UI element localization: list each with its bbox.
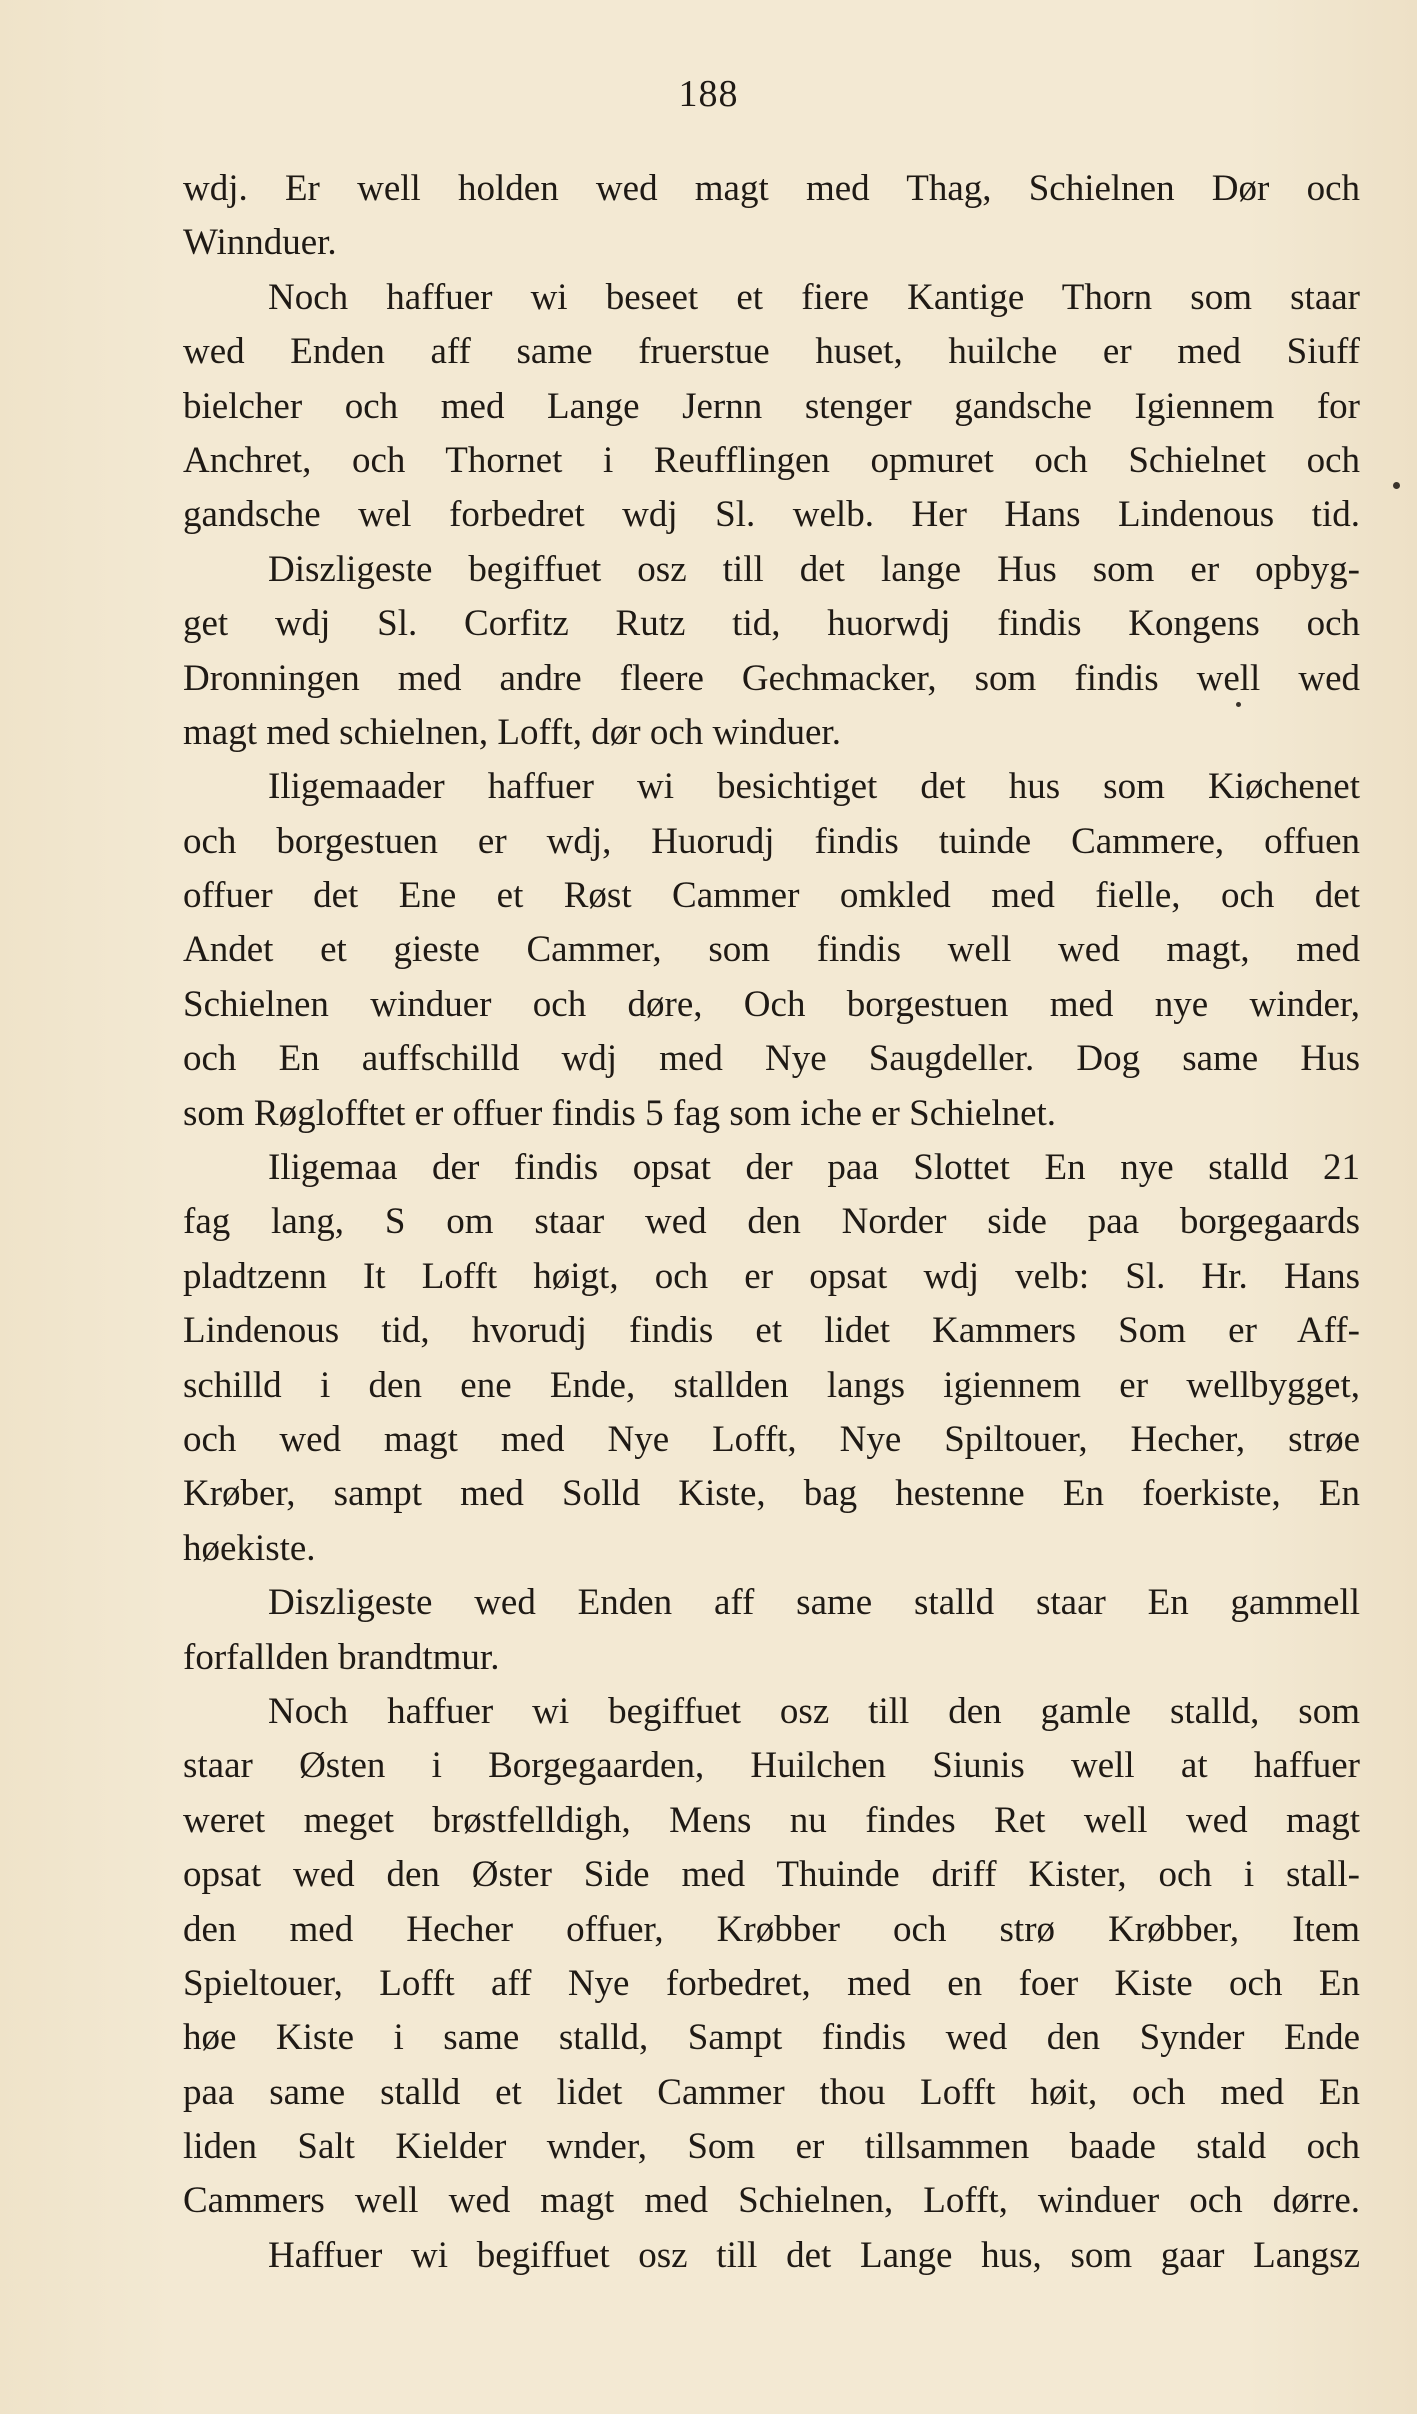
- text-line: offuer det Ene et Røst Cammer omkled med fielle, och det: [183, 875, 1360, 917]
- text-line: get wdj Sl. Corfitz Rutz tid, huorwdj findis Kongens och: [183, 603, 1360, 645]
- text-line: gandsche wel forbedret wdj Sl. welb. Her Hans Lindenous tid.: [183, 494, 1360, 536]
- text-line: Winnduer.: [183, 222, 337, 264]
- text-line: fag lang, S om staar wed den Norder side paa borgegaards: [183, 1201, 1360, 1243]
- text-line: magt med schielnen, Lofft, dør och winduer.: [183, 711, 841, 753]
- text-line: Krøber, sampt med Solld Kiste, bag hestenne En foerkiste, En: [183, 1473, 1360, 1515]
- body-text: [183, 162, 1360, 2283]
- text-line: och wed magt med Nye Lofft, Nye Spiltouer, Hecher, strøe: [183, 1418, 1360, 1460]
- text-line: høe Kiste i same stalld, Sampt findis wed den Synder Ende: [183, 2017, 1360, 2059]
- text-line: Noch haffuer wi beseet et fiere Kantige Thorn som staar: [268, 276, 1360, 318]
- text-line: pladtzenn It Lofft høigt, och er opsat wdj velb: Sl. Hr. Hans: [183, 1255, 1360, 1297]
- text-line: och borgestuen er wdj, Huorudj findis tuinde Cammere, offuen: [183, 820, 1360, 862]
- text-line: Iligemaader haffuer wi besichtiget det hus som Kiøchenet: [268, 766, 1360, 808]
- text-line: opsat wed den Øster Side med Thuinde driff Kister, och i stall-: [183, 1854, 1360, 1896]
- text-line: høekiste.: [183, 1527, 316, 1569]
- text-line: Anchret, och Thornet i Reufflingen opmuret och Schielnet och: [183, 439, 1360, 481]
- text-line: bielcher och med Lange Jernn stenger gandsche Igiennem for: [183, 385, 1360, 427]
- ink-speck: [1236, 702, 1241, 707]
- text-line: forfallden brandtmur.: [183, 1636, 500, 1678]
- text-line: Haffuer wi begiffuet osz till det Lange hus, som gaar Langsz: [268, 2234, 1360, 2276]
- text-line: paa same stalld et lidet Cammer thou Lofft høit, och med En: [183, 2071, 1360, 2113]
- text-line: som Røglofftet er offuer findis 5 fag som iche er Schielnet.: [183, 1092, 1057, 1134]
- text-line: Diszligeste begiffuet osz till det lange Hus som er opbyg-: [268, 548, 1360, 590]
- text-line: Dronningen med andre fleere Gechmacker, som findis well wed: [183, 657, 1360, 699]
- page-number: 188: [678, 73, 739, 115]
- text-line: Lindenous tid, hvorudj findis et lidet Kammers Som er Aff-: [183, 1310, 1360, 1352]
- text-line: liden Salt Kielder wnder, Som er tillsammen baade stald och: [183, 2126, 1360, 2168]
- text-line: Cammers well wed magt med Schielnen, Lofft, winduer och dørre.: [183, 2180, 1360, 2222]
- text-line: Noch haffuer wi begiffuet osz till den gamle stalld, som: [268, 1690, 1360, 1732]
- text-line: Spieltouer, Lofft aff Nye forbedret, med en foer Kiste och En: [183, 1962, 1360, 2004]
- ink-speck: [1393, 482, 1400, 489]
- text-line: Schielnen winduer och døre, Och borgestuen med nye winder,: [183, 983, 1360, 1025]
- text-line: wdj. Er well holden wed magt med Thag, Schielnen Dør och: [183, 168, 1360, 209]
- text-line: weret meget brøstfelldigh, Mens nu findes Ret well wed magt: [183, 1799, 1360, 1841]
- text-line: den med Hecher offuer, Krøbber och strø Krøbber, Item: [183, 1908, 1360, 1950]
- text-line: Andet et gieste Cammer, som findis well wed magt, med: [183, 929, 1360, 971]
- text-line: Diszligeste wed Enden aff same stalld staar En gammell: [268, 1582, 1360, 1624]
- text-line: Iligemaa der findis opsat der paa Slottet En nye stalld 21: [268, 1147, 1360, 1189]
- text-line: och En auffschilld wdj med Nye Saugdeller. Dog same Hus: [183, 1038, 1360, 1080]
- text-line: schilld i den ene Ende, stallden langs igiennem er wellbygget,: [183, 1364, 1360, 1406]
- text-line: staar Østen i Borgegaarden, Huilchen Siunis well at haffuer: [183, 1745, 1360, 1787]
- text-line: wed Enden aff same fruerstue huset, huilche er med Siuff: [183, 331, 1360, 373]
